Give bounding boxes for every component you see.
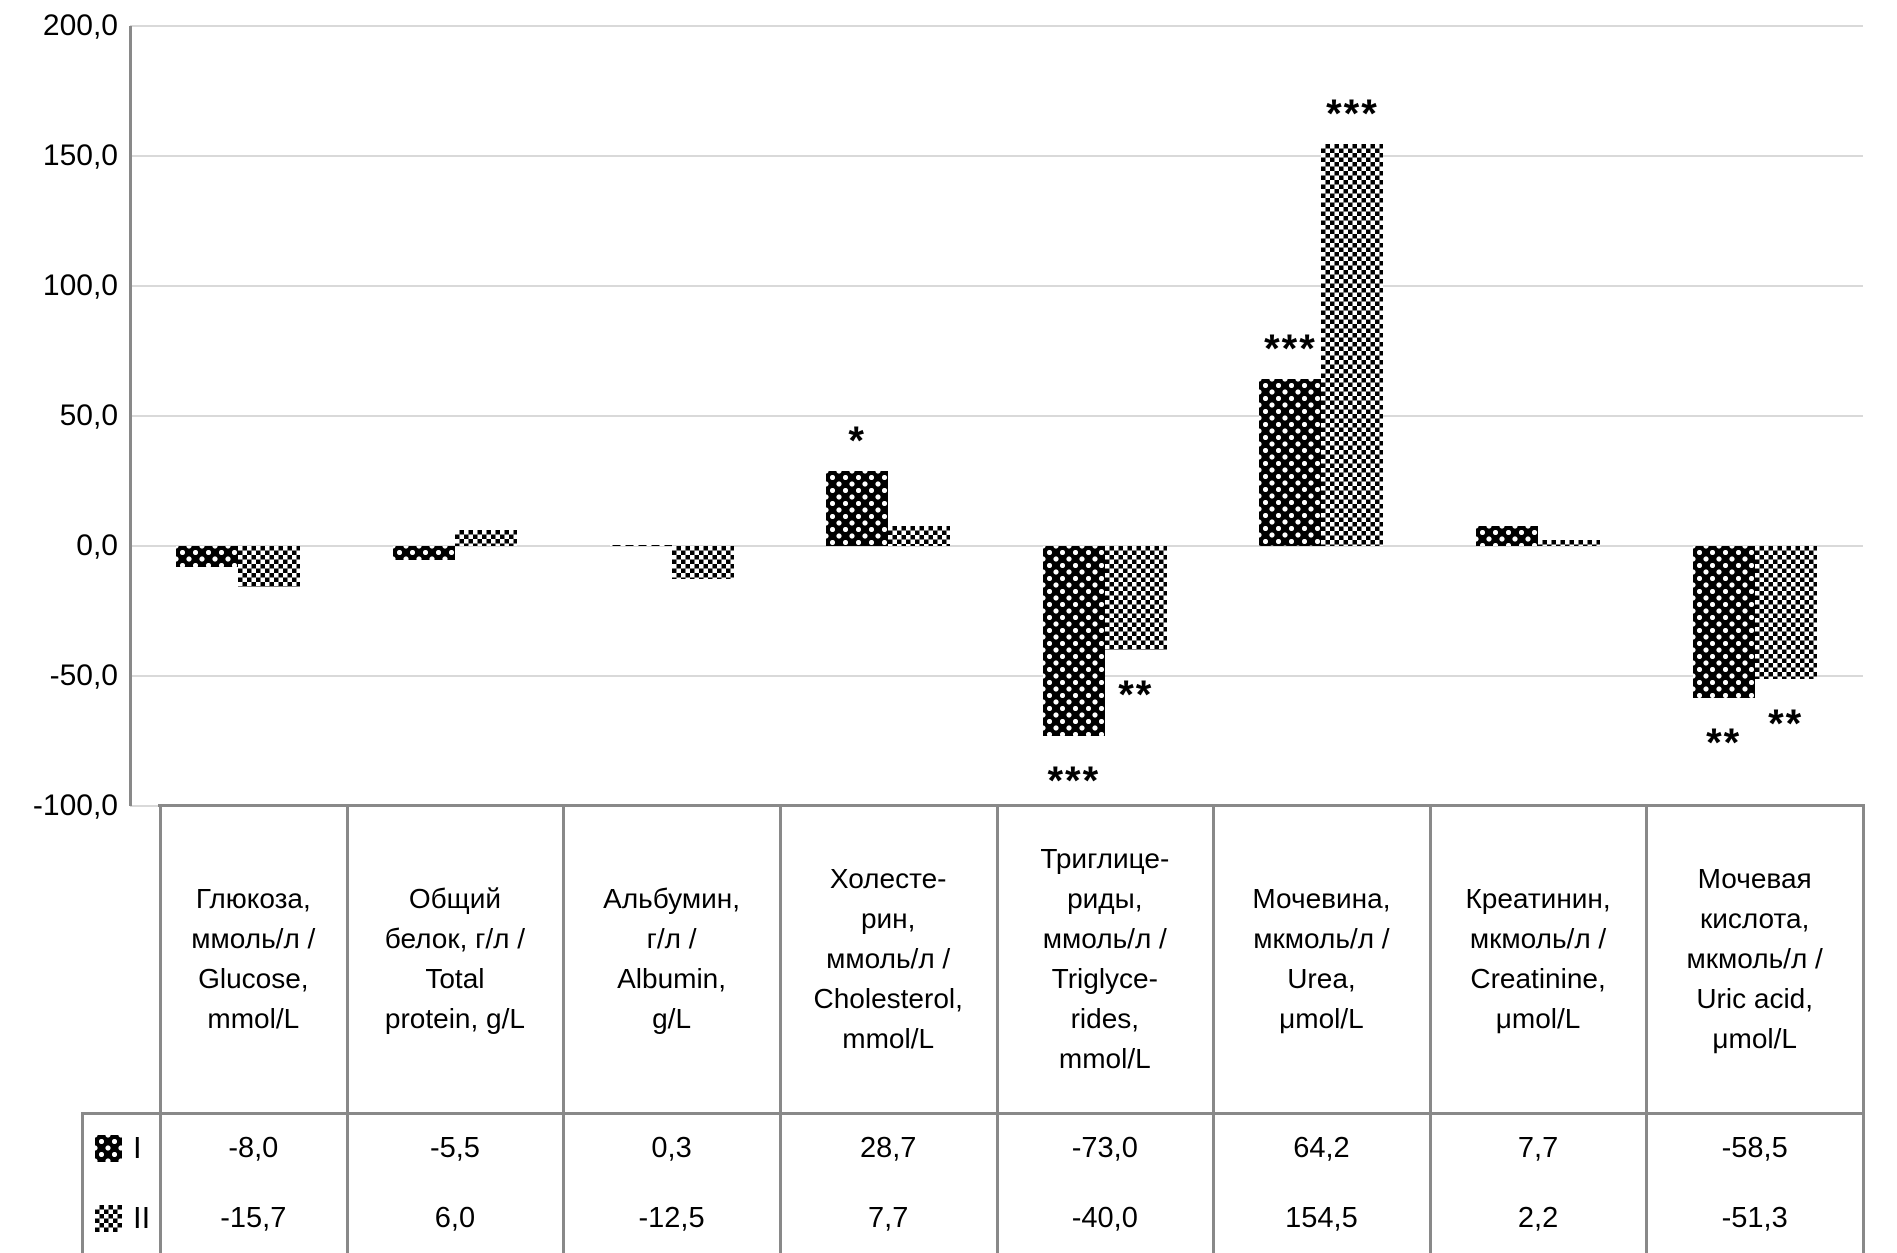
value-cell-I-2: 0,3 [651,1131,692,1164]
category-label-line: мкмоль/л / [1686,943,1823,974]
significance-marker: *** [1047,758,1101,803]
bar-series-II-0 [238,546,300,587]
category-label-cell-2 [563,805,780,1113]
bar-series-II-1 [455,530,517,546]
category-label-line: Albumin, [617,963,727,994]
category-label-line: Glucose, [198,963,309,994]
gridline [130,155,1863,157]
category-label-line: Альбумин, [603,883,740,914]
category-label-line: μmol/L [1712,1023,1797,1054]
gridline [130,25,1863,27]
bar-series-I-6 [1476,526,1538,546]
category-label-line: protein, g/L [384,1003,525,1034]
legend-label-II: II [133,1200,151,1235]
y-axis-tick-label: 200,0 [42,9,118,42]
y-axis-tick-label: 100,0 [42,269,118,302]
bar-series-II-6 [1538,540,1600,546]
category-label-line: Глюкоза, [195,883,311,914]
value-cell-II-2: -12,5 [638,1201,705,1234]
category-label-line: ммоль/л / [826,943,951,974]
significance-marker: *** [1326,92,1379,137]
category-label-line: Креатинин, [1465,883,1611,914]
legend-swatch-I-icon [95,1135,122,1162]
category-label-line: Холесте- [829,863,947,894]
value-cell-II-3: 7,7 [868,1201,909,1234]
bar-series-II-2 [672,546,734,579]
category-label-line: Triglyce- [1051,963,1158,994]
value-cell-I-7: -58,5 [1721,1131,1788,1164]
category-label-line: g/L [652,1003,692,1034]
value-cell-II-5: 154,5 [1285,1201,1358,1234]
y-axis-tick-label: 0,0 [76,529,118,562]
value-cell-I-3: 28,7 [859,1131,917,1164]
significance-marker: *** [1264,327,1317,372]
category-label-cell-4 [997,805,1214,1113]
bar-series-I-1 [393,546,455,560]
bar-series-II-4 [1105,546,1167,650]
value-cell-I-6: 7,7 [1517,1131,1559,1164]
category-label-line: белок, г/л / [384,923,526,954]
category-label-cell-6 [1430,805,1647,1113]
legend-label-I: I [133,1130,142,1165]
value-cell-II-0: -15,7 [220,1201,287,1234]
y-axis-tick-label: 50,0 [59,399,118,432]
category-label-cell-7 [1646,805,1863,1113]
category-label-line: Мочевая [1697,863,1812,894]
category-label-line: Urea, [1287,963,1356,994]
bar-series-I-0 [176,546,238,567]
category-label-line: Uric acid, [1696,983,1814,1014]
category-label-line: г/л / [646,923,697,954]
value-cell-II-7: -51,3 [1721,1201,1788,1234]
category-label-line: Creatinine, [1470,963,1606,994]
y-axis-line [129,26,132,806]
bar-series-I-3 [826,471,888,546]
category-label-cell-5 [1213,805,1430,1113]
legend-cell-I [83,1113,160,1183]
value-cell-II-1: 6,0 [434,1201,476,1234]
category-label-line: Триглице- [1040,843,1170,874]
value-cell-I-0: -8,0 [228,1131,279,1164]
y-axis-tick-label: -100,0 [32,789,118,822]
gridline [130,285,1863,287]
bar-series-I-2 [610,545,672,546]
category-label-cell-1 [347,805,564,1113]
category-label-cell-0 [160,805,347,1113]
value-cell-II-4: -40,0 [1071,1201,1138,1234]
bar-series-II-5 [1321,144,1383,546]
significance-marker: ** [1706,721,1742,766]
bar-series-I-7 [1693,546,1755,698]
significance-marker: ** [1118,673,1154,717]
category-label-line: rides, [1070,1003,1140,1034]
bar-series-II-7 [1755,546,1817,679]
gridline [130,675,1863,677]
value-cell-I-4: -73,0 [1071,1131,1138,1164]
bar-series-II-3 [888,526,950,546]
value-cell-II-6: 2,2 [1517,1201,1559,1234]
category-label-cell-3 [780,805,997,1113]
category-label-line: ммоль/л / [1042,923,1167,954]
category-label-line: рин, [860,903,916,934]
category-label-line: mmol/L [207,1003,300,1034]
category-label-line: ммоль/л / [191,923,316,954]
category-label-line: Мочевина, [1252,883,1391,914]
value-cell-I-5: 64,2 [1293,1131,1350,1164]
category-label-line: mmol/L [842,1023,935,1054]
category-label-line: кислота, [1700,903,1810,934]
significance-marker: ** [1768,702,1804,747]
category-label-line: Общий [408,883,501,914]
gridline [130,415,1863,417]
category-label-line: Cholesterol, [813,983,963,1014]
category-label-line: мкмоль/л / [1469,923,1607,954]
category-label-line: риды, [1067,883,1143,914]
legend-swatch-II-icon [95,1205,122,1232]
value-cell-I-1: -5,5 [429,1131,480,1164]
category-label-line: μmol/L [1279,1003,1364,1034]
y-axis-tick-label: 150,0 [42,139,118,172]
bar-series-I-5 [1259,379,1321,546]
category-label-line: μmol/L [1495,1003,1581,1034]
legend-cell-II [83,1183,160,1253]
significance-marker: * [848,419,866,464]
y-axis-tick-label: -50,0 [49,659,118,692]
gridline [130,545,1863,547]
category-label-line: мкмоль/л / [1253,923,1390,954]
category-label-line: Total [425,963,485,994]
category-label-line: mmol/L [1058,1043,1151,1074]
